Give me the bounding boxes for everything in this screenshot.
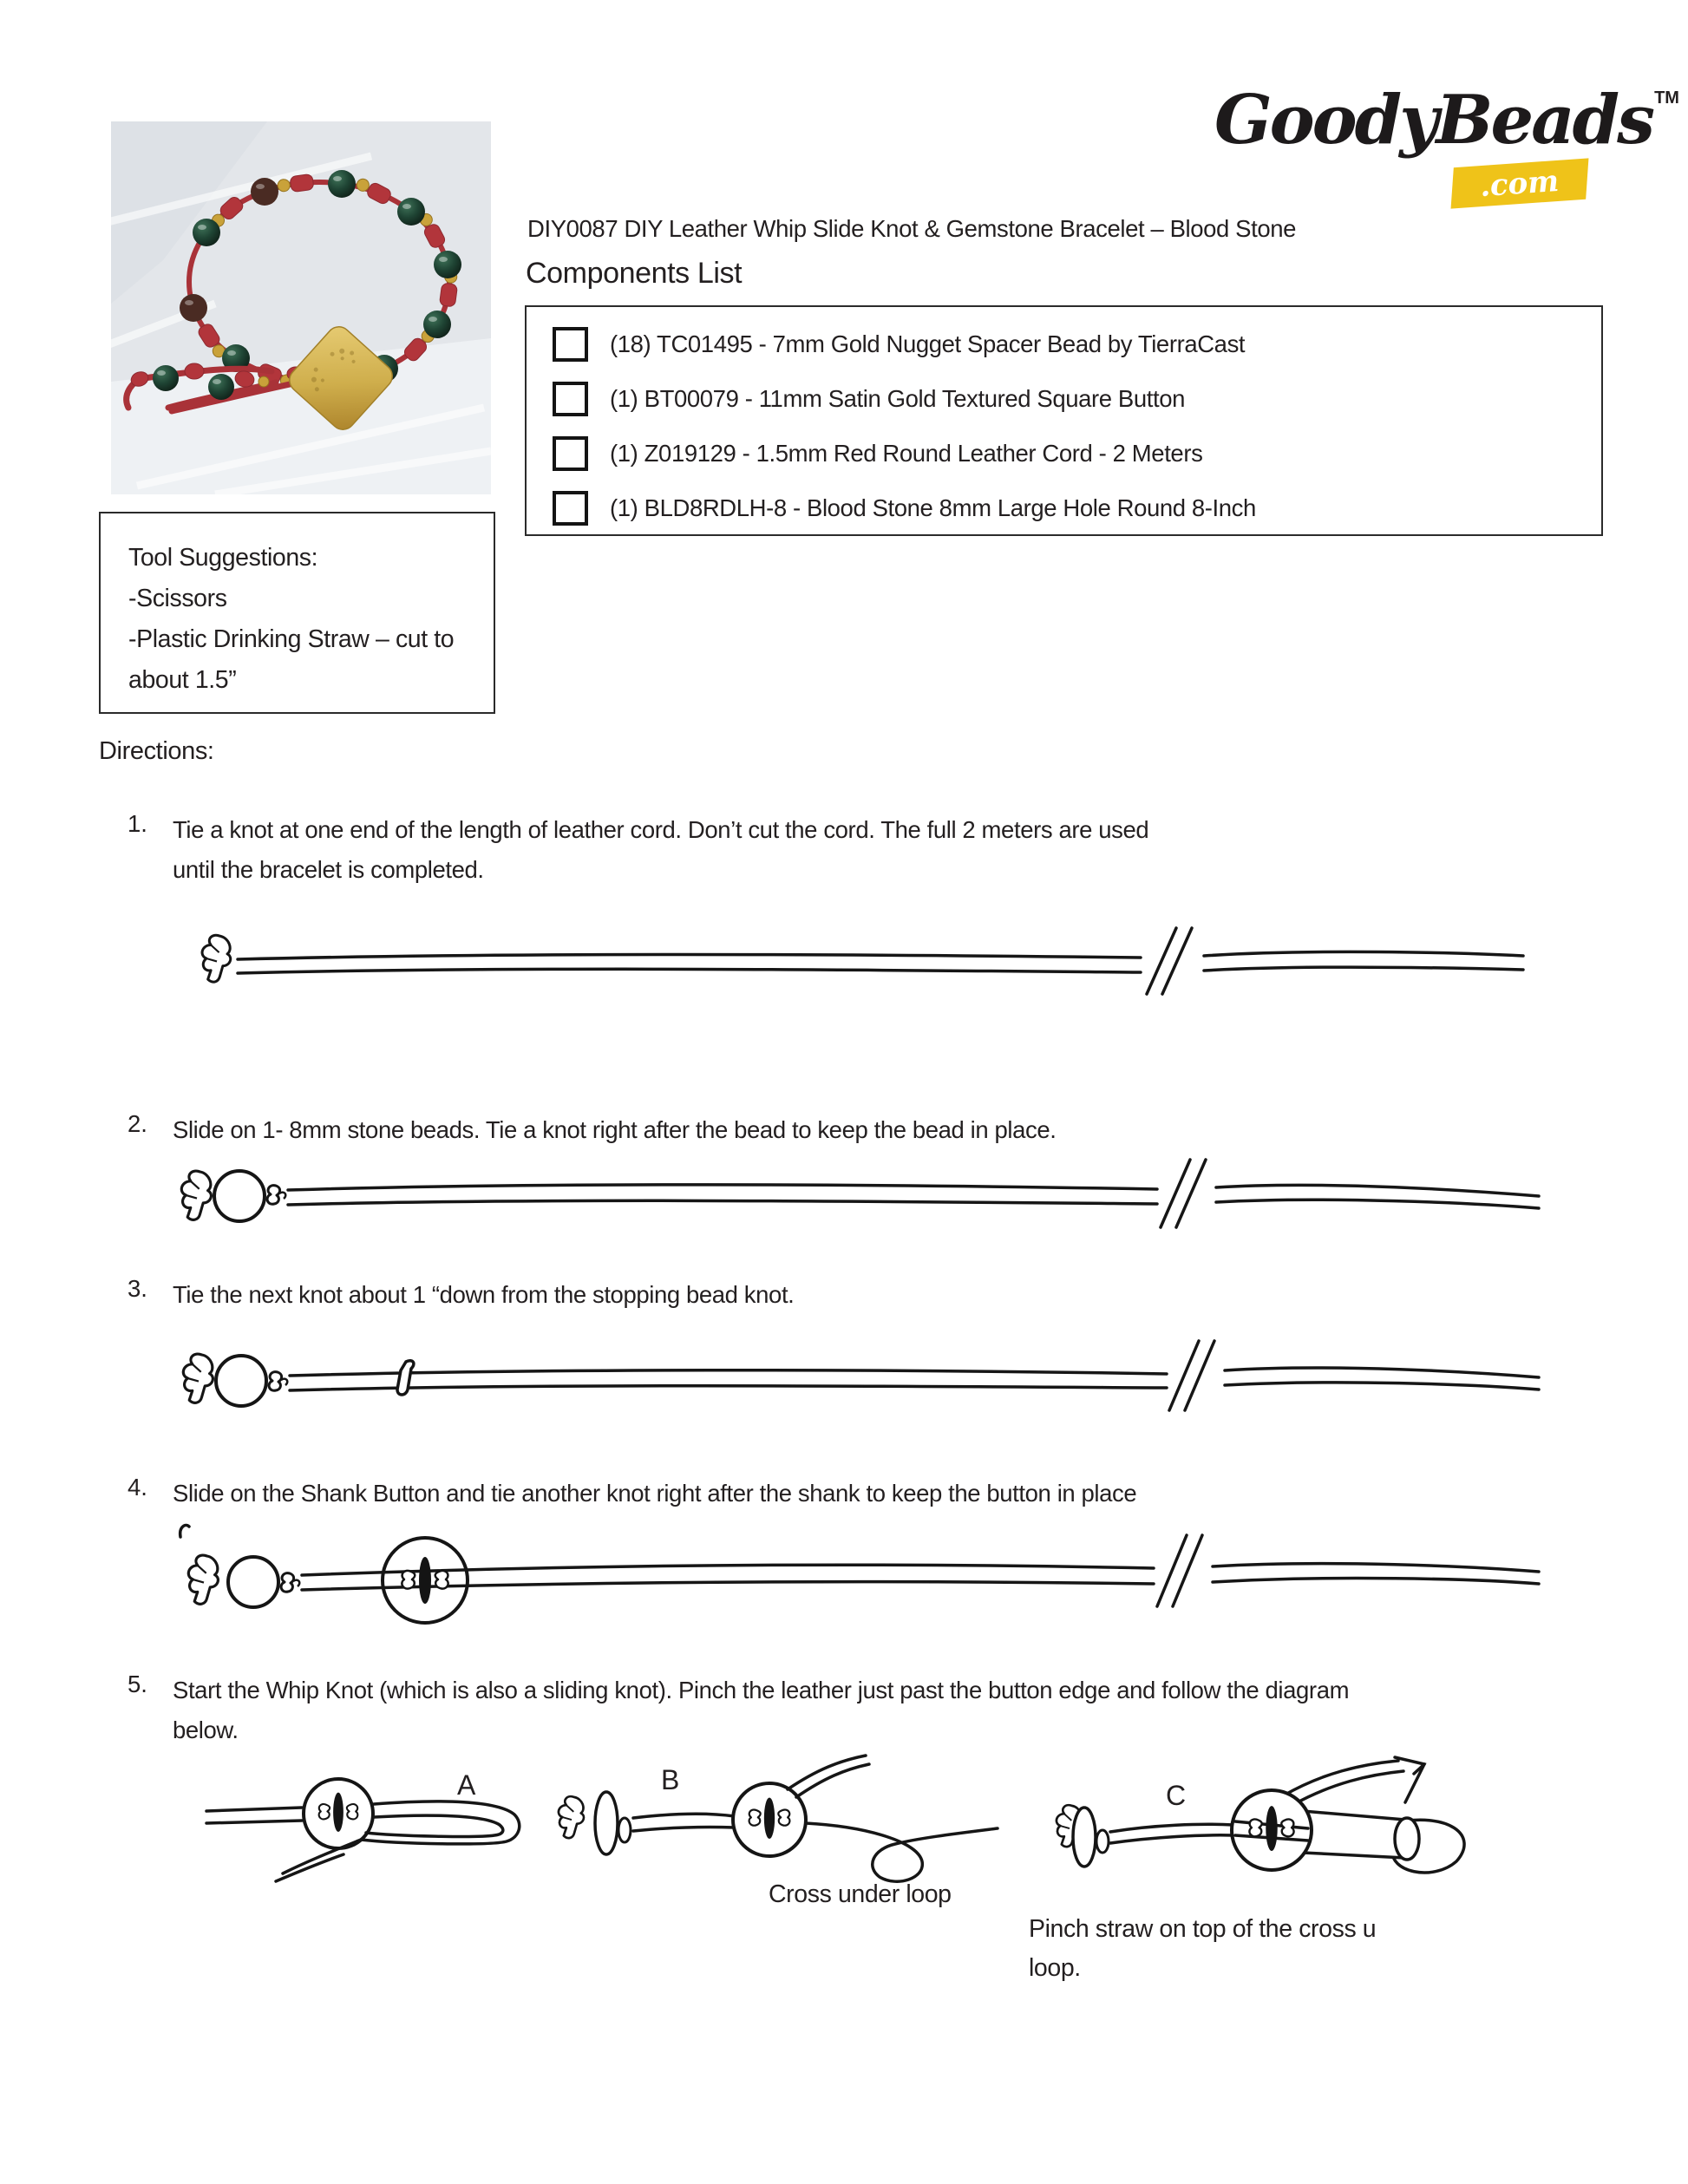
step-text-line: Slide on the Shank Button and tie another knot right after the shank to keep the button in place — [173, 1480, 1137, 1507]
caption-cross-under-loop: Cross under loop — [769, 1880, 952, 1908]
component-label: (1) Z019129 - 1.5mm Red Round Leather Cord - 2 Meters — [610, 440, 1203, 467]
whip-label-b: B — [661, 1764, 680, 1795]
whip-label-c: C — [1166, 1780, 1187, 1811]
step-text-line: Slide on 1- 8mm stone beads. Tie a knot right after the bead to keep the bead in place. — [173, 1116, 1057, 1143]
component-label: (1) BT00079 - 11mm Satin Gold Textured Square Button — [610, 385, 1185, 412]
trademark-symbol: TM — [1654, 88, 1679, 108]
step-number: 5. — [128, 1671, 147, 1697]
component-row — [553, 380, 1185, 418]
cord-break-marks — [1157, 1535, 1202, 1606]
cord-break-marks — [1147, 928, 1192, 994]
product-photo — [111, 121, 491, 494]
step-text-line: Start the Whip Knot (which is also a sliding knot). Pinch the leather just past the button edge and follow the diagram below. — [173, 1677, 1350, 1743]
step-number: 1. — [128, 810, 147, 837]
stray-mark — [180, 1526, 189, 1538]
tool-item: -Scissors — [128, 585, 227, 612]
component-row — [553, 435, 1202, 473]
tools-heading: Tool Suggestions: — [128, 544, 318, 572]
brand-logo — [1214, 81, 1679, 217]
caption-line: Pinch straw on top of the cross u — [1029, 1915, 1377, 1943]
component-row — [553, 489, 1256, 527]
logo-tld: .com — [1479, 163, 1560, 204]
step-number: 4. — [128, 1474, 147, 1501]
component-checkbox — [553, 491, 588, 526]
component-checkbox — [553, 382, 588, 416]
cord-break-marks — [1169, 1341, 1214, 1410]
diagram-step1-knotted-cord — [182, 925, 1535, 997]
whip-diagram-b — [559, 1756, 998, 1881]
component-checkbox — [553, 436, 588, 471]
one-inch-knot — [397, 1361, 414, 1395]
component-checkbox — [553, 327, 588, 362]
tools-box — [99, 512, 495, 714]
components-heading: Components List — [526, 257, 743, 290]
step-text-line: Tie the next knot about 1 “down from the stopping bead knot. — [173, 1281, 795, 1308]
brand-wordmark: GoodyBeads — [1214, 81, 1653, 160]
diagram-step4-shank-button — [173, 1518, 1544, 1657]
component-row — [553, 325, 1245, 363]
step-number: 2. — [128, 1110, 147, 1137]
straw — [1303, 1811, 1419, 1860]
cord-break-marks — [1161, 1160, 1206, 1227]
diagram-step2-bead-on-cord — [173, 1158, 1544, 1255]
step-number: 3. — [128, 1275, 147, 1302]
doc-title: DIY0087 DIY Leather Whip Slide Knot & Gemstone Bracelet – Blood Stone — [527, 215, 1297, 242]
component-label: (18) TC01495 - 7mm Gold Nugget Spacer Bead by TierraCast — [610, 330, 1246, 357]
step-text-line: Tie a knot at one end of the length of leather cord. Don’t cut the cord. The full 2 meters are used — [173, 816, 1149, 843]
tool-item: -Plastic Drinking Straw – cut to about 1.5” — [128, 625, 455, 694]
whip-diagram-c — [1057, 1757, 1464, 1873]
diagram-step5-whip-knot — [130, 1750, 1688, 1902]
logo-dot-com-banner — [1451, 158, 1589, 208]
step-text-line: until the bracelet is completed. — [173, 856, 484, 883]
components-box — [525, 305, 1603, 536]
caption-line: loop. — [1029, 1954, 1081, 1982]
arrow-mark — [1395, 1757, 1424, 1802]
directions-heading: Directions: — [99, 737, 214, 765]
component-label: (1) BLD8RDLH-8 - Blood Stone 8mm Large Hole Round 8-Inch — [610, 494, 1256, 521]
whip-label-a: A — [457, 1769, 476, 1801]
diagram-step3-second-knot — [173, 1336, 1544, 1438]
caption-pinch-straw — [1029, 1910, 1497, 1988]
